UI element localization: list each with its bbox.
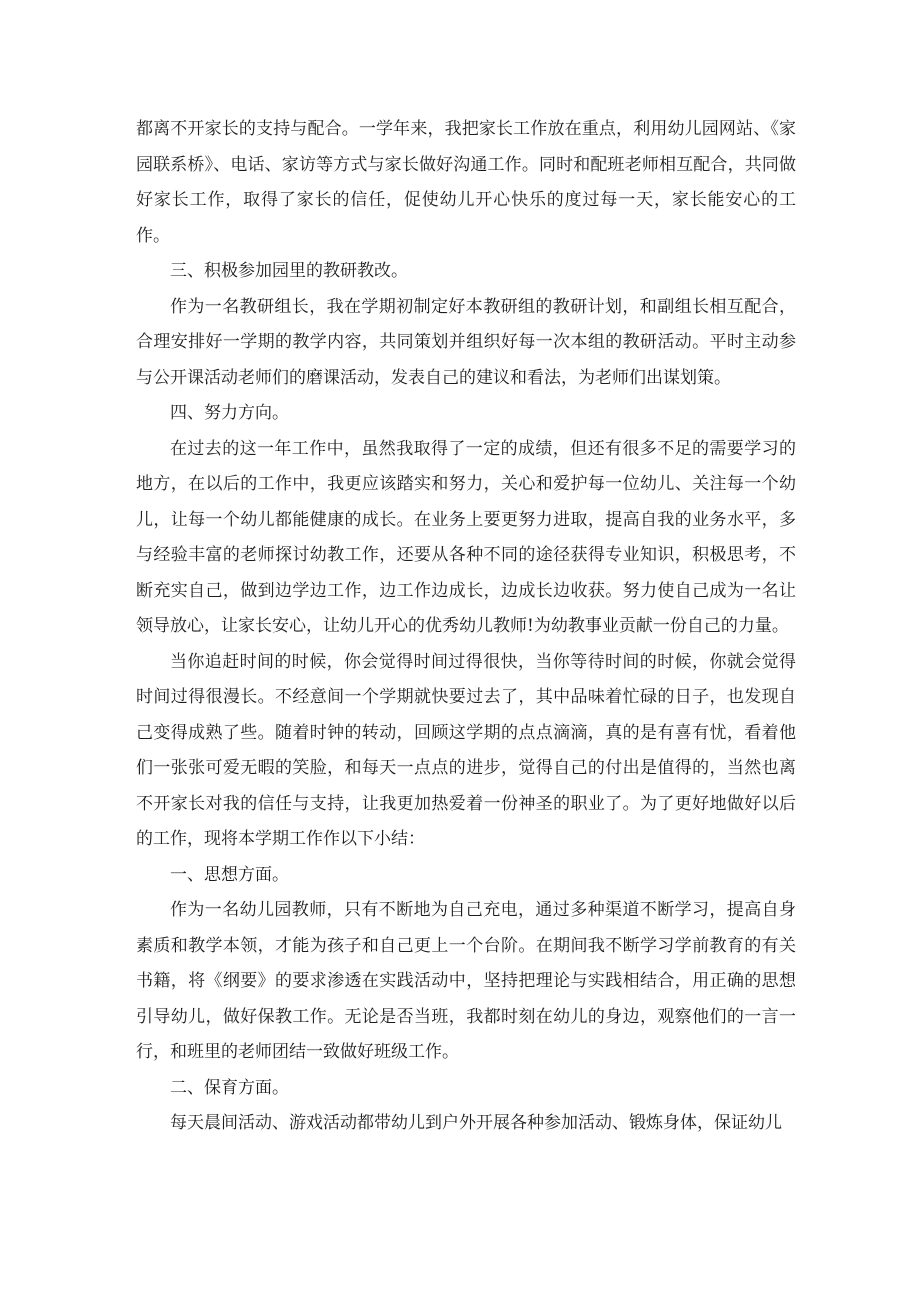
paragraph-semester-reflection: 当你追赶时间的时候，你会觉得时间过得很快，当你等待时间的时候，你就会觉得时间过得很漫长。不经意间一个学期就快要过去了，其中品味着忙碌的日子，也发现自己变得成熟了些。随着时钟的转动，回顾这学期的点点滴滴，真的是有喜有忧，看着他们一张张可爱无暇的笑脸，和每天一点点的进步，觉得自己的付出是值得的，当然也离不开家长对我的信任与支持，让我更加热爱着一份神圣的职业了。为了更好地做好以后的工作，现将本学期工作作以下小结： [136, 651, 796, 849]
paragraph-research-group-leader: 作为一名教研组长，我在学期初制定好本教研组的教研计划，和副组长相互配合，合理安排好一学期的教学内容，共同策划并组织好每一次本组的教研活动。平时主动参与公开课活动老师们的磨课活动，发表自己的建议和看法，为老师们出谋划策。 [136, 296, 796, 388]
section-heading-teaching-research: 三、积极参加园里的教研教改。 [170, 261, 408, 281]
document-body [136, 112, 796, 1142]
paragraph-ideology: 作为一名幼儿园教师，只有不断地为自己充电，通过多种渠道不断学习，提高自身素质和教学本领，才能为孩子和自己更上一个台阶。在期间我不断学习学前教育的有关书籍，将《纲要》的要求渗透在实践活动中，坚持把理论与实践相结合，用正确的思想引导幼儿，做好保教工作。无论是否当班，我都时刻在幼儿的身边，观察他们的一言一行，和班里的老师团结一致做好班级工作。 [136, 900, 796, 1062]
paragraph-parent-cooperation: 都离不开家长的支持与配合。一学年来，我把家长工作放在重点，利用幼儿园网站、《家园联系桥》、电话、家访等方式与家长做好沟通工作。同时和配班老师相互配合，共同做好家长工作，取得了家长的信任，促使幼儿开心快乐的度过每一天，家长能安心的工作。 [136, 119, 796, 246]
section-heading-future-direction: 四、努力方向。 [170, 403, 289, 423]
paragraph-future-efforts: 在过去的这一年工作中，虽然我取得了一定的成绩，但还有很多不足的需要学习的地方，在以后的工作中，我更应该踏实和努力，关心和爱护每一位幼儿、关注每一个幼儿，让每一个幼儿都能健康的成长。在业务上要更努力进取，提高自我的业务水平，多与经验丰富的老师探讨幼教工作，还要从各种不同的途径获得专业知识，积极思考，不断充实自己，做到边学边工作，边工作边成长，边成长边收获。努力使自己成为一名让领导放心，让家长安心，让幼儿开心的优秀幼儿教师!为幼教事业贡献一份自己的力量。 [136, 438, 796, 636]
paragraph-childcare: 每天晨间活动、游戏活动都带幼儿到户外开展各种参加活动、锻炼身体，保证幼儿 [170, 1113, 782, 1133]
section-heading-childcare: 二、保育方面。 [170, 1077, 289, 1098]
section-heading-ideology: 一、思想方面。 [170, 864, 289, 885]
